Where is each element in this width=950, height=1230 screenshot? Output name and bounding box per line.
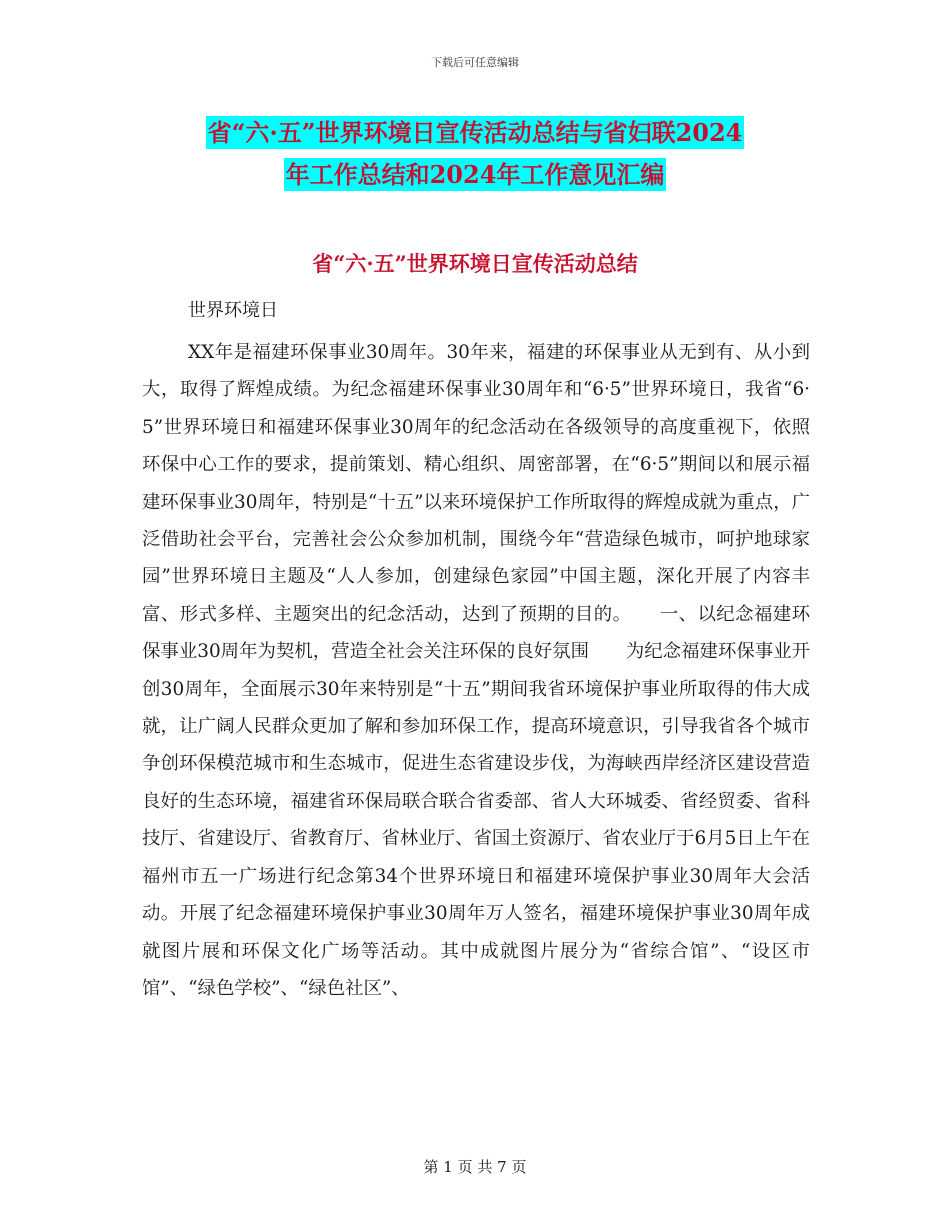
header-note: 下载后可任意编辑: [431, 56, 519, 69]
section-title: 省“六·五”世界环境日宣传活动总结: [312, 251, 638, 276]
title-highlight-1: 省“六·五”世界环境日宣传活动总结与省妇联2024: [207, 118, 743, 147]
document-title: [0, 112, 950, 196]
page-number: 第 1 页 共 7 页: [423, 1158, 527, 1176]
document-title-line-2: [0, 154, 950, 196]
section-subheading: 世界环境日: [188, 300, 278, 321]
title-highlight-2: 年工作总结和2024年工作意见汇编: [285, 160, 665, 189]
body-paragraph: XX年是福建环保事业30周年。30年来，福建的环保事业从无到有、从小到大，取得了辉煌成绩。为纪念福建环保事业30周年和“6·5”世界环境日，我省“6·5”世界环境日和福建环保事业30周年的纪念活动在各级领导的高度重视下，依照环保中心工作的要求，提前策划、精心组织、周密部署，在“6·5”期间以和展示福建环保事业30周年，特别是“十五”以来环境保护工作所取得的辉煌成就为重点，广泛借助社会平台，完善社会公众参加机制，围绕今年“营造绿色城市，呵护地球家园”世界环境日主题及“人人参加，创建绿色家园”中国主题，深化开展了内容丰富、形式多样、主题突出的纪念活动，达到了预期的目的。 一、以纪念福建环保事业30周年为契机，营造全社会关注环保的良好氛围 为纪念福建环保事业开创30周年，全面展示30年来特别是“十五”期间我省环境保护事业所取得的伟大成就，让广阔人民群众更加了解和参加环保工作，提高环境意识，引导我省各个城市争创环保模范城市和生态城市，促进生态省建设步伐，为海峡西岸经济区建设营造良好的生态环境，福建省环保局联合联合省委部、省人大环城委、省经贸委、省科技厅、省建设厅、省教育厅、省林业厅、省国土资源厅、省农业厅于6月5日上午在福州市五一广场进行纪念第34个世界环境日和福建环境保护事业30周年大会活动。开展了纪念福建环境保护事业30周年万人签名，福建环境保护事业30周年成就图片展和环保文化广场等活动。其中成就图片展分为“省综合馆”、“设区市馆”、“绿色学校”、“绿色社区”、: [142, 342, 810, 999]
document-title-line-1: [0, 112, 950, 154]
